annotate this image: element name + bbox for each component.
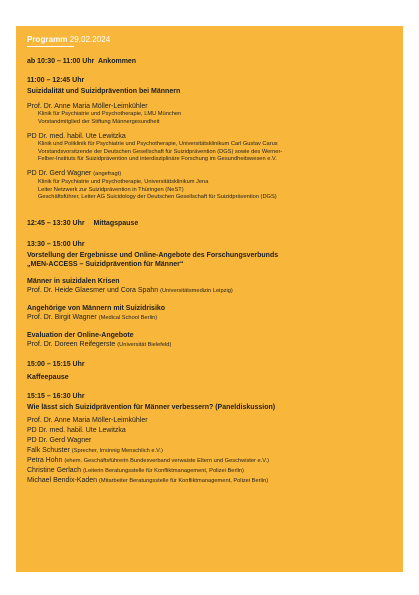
sub-talk-speaker: Prof. Dr. Heide Glaesmer und Cora Spahn	[27, 286, 159, 294]
speaker-affiliation: Vorstandsvorsitzende der Deutschen Gesellschaft für Suizidprävention (DGS) sowie des Werner-	[38, 148, 283, 155]
session-title: Suizidalität und Suizidprävention bei Männern	[27, 88, 181, 96]
panelist: Prof. Dr. Anne Maria Möller-Leimkühler	[27, 416, 148, 424]
session-time: 11:00 – 12:45 Uhr	[27, 77, 85, 85]
session-time: 15:15 – 16:30 Uhr	[27, 392, 85, 400]
panelist: Michael Bendix-Kaden (Mitarbeiter Beratungsstelle für Konfliktmanagement, Polizei Berlin)	[27, 476, 269, 484]
panelist: PD Dr. Gerd Wagner	[27, 436, 92, 444]
speaker-name: PD Dr. med. habil. Ute Lewitzka	[27, 133, 126, 141]
speaker	[27, 132, 393, 163]
sub-talk	[27, 304, 393, 323]
sub-talk-title: Evaluation der Online-Angebote	[27, 331, 134, 339]
program-date: 29.02.2024	[69, 35, 111, 44]
sub-talk-institution: (Universität Bielefeld)	[117, 341, 172, 348]
speaker-affiliation: Geschäftsführer, Leiter AG Suicidology der Deutschen Gesellschaft für Suizidprävention (DGS)	[38, 194, 277, 201]
sub-talk-title: Angehörige von Männern mit Suizidrisiko	[27, 304, 166, 312]
speaker-name: PD Dr. Gerd Wagner	[27, 170, 92, 178]
speaker-affiliation: Vorstandmitglied der Stiftung Männergesundheit	[38, 118, 160, 125]
heading-underline	[27, 46, 74, 47]
panelist-list	[27, 416, 393, 486]
sub-talk-institution: (Medical School Berlin)	[98, 314, 158, 321]
sub-talk-institution: (Universitätsmedizin Leipzig)	[160, 287, 233, 294]
speaker-affiliation: Klinik für Psychiatrie und Psychotherapie, Universitätsklinikum Jena	[38, 179, 209, 186]
sub-talk	[27, 277, 393, 296]
coffee-break: 15:00 – 15:15 Uhr Kaffeepause	[27, 360, 85, 381]
speaker-note: (angefragt)	[93, 171, 122, 178]
session-3	[27, 392, 393, 486]
program-heading: Programm 29.02.2024	[27, 35, 111, 44]
panelist: Christine Gerlach (Leiterin Beratungsstelle für Konfliktmanagement, Polizei Berlin)	[27, 466, 244, 474]
sub-talk	[27, 331, 393, 350]
session-title: Vorstellung der Ergebnisse und Online-Angebote des Forschungsverbunds	[27, 251, 279, 259]
panelist: Falk Schuster (Sprecher, Irrsinnig Menschlich e.V.)	[27, 446, 163, 454]
arrival-row: ab 10:30 – 11:00 Uhr Ankommen	[27, 58, 137, 66]
session-time: 13:30 – 15:00 Uhr	[27, 240, 85, 248]
session-title-line2: „MEN-ACCESS – Suizidprävention für Männer“	[27, 260, 184, 268]
speaker-affiliation: Klinik und Poliklinik für Psychiatrie und Psychotherapie, Universitätsklinikum Carl Gustav Carus	[38, 141, 278, 148]
speaker	[27, 169, 393, 201]
session-2	[27, 240, 393, 350]
speaker-affiliation: Leiter Netzwerk zur Suizidprävention in Thüringen (NeST)	[38, 186, 184, 193]
speaker	[27, 102, 393, 126]
panelist: Petra Hohn (ehem. Geschäftsführerin Bundesverband verwaiste Eltern und Geschwister e.V.)	[27, 456, 270, 464]
sub-talk-speaker: Prof. Dr. Doreen Reifegerste	[27, 340, 116, 348]
session-title: Wie lässt sich Suizidprävention für Männer verbessern? (Paneldiskussion)	[27, 403, 276, 411]
speaker-affiliation: Klinik für Psychiatrie und Psychotherapie, LMU München	[38, 111, 182, 118]
session-1	[27, 76, 393, 201]
program-panel	[16, 26, 403, 572]
sub-talk-speaker: Prof. Dr. Birgit Wagner	[27, 313, 97, 321]
lunch-break: 12:45 – 13:30 Uhr Mittagspause	[27, 219, 139, 227]
sub-talk-title: Männer in suizidalen Krisen	[27, 277, 120, 285]
speaker-name: Prof. Dr. Anne Maria Möller-Leimkühler	[27, 103, 148, 111]
panelist: PD Dr. med. habil. Ute Lewitzka	[27, 426, 126, 434]
speaker-affiliation: Felber-Instituts für Suizidprävention und interdisziplinäre Forschung im Gesundheitswesen e.V.	[38, 156, 277, 163]
